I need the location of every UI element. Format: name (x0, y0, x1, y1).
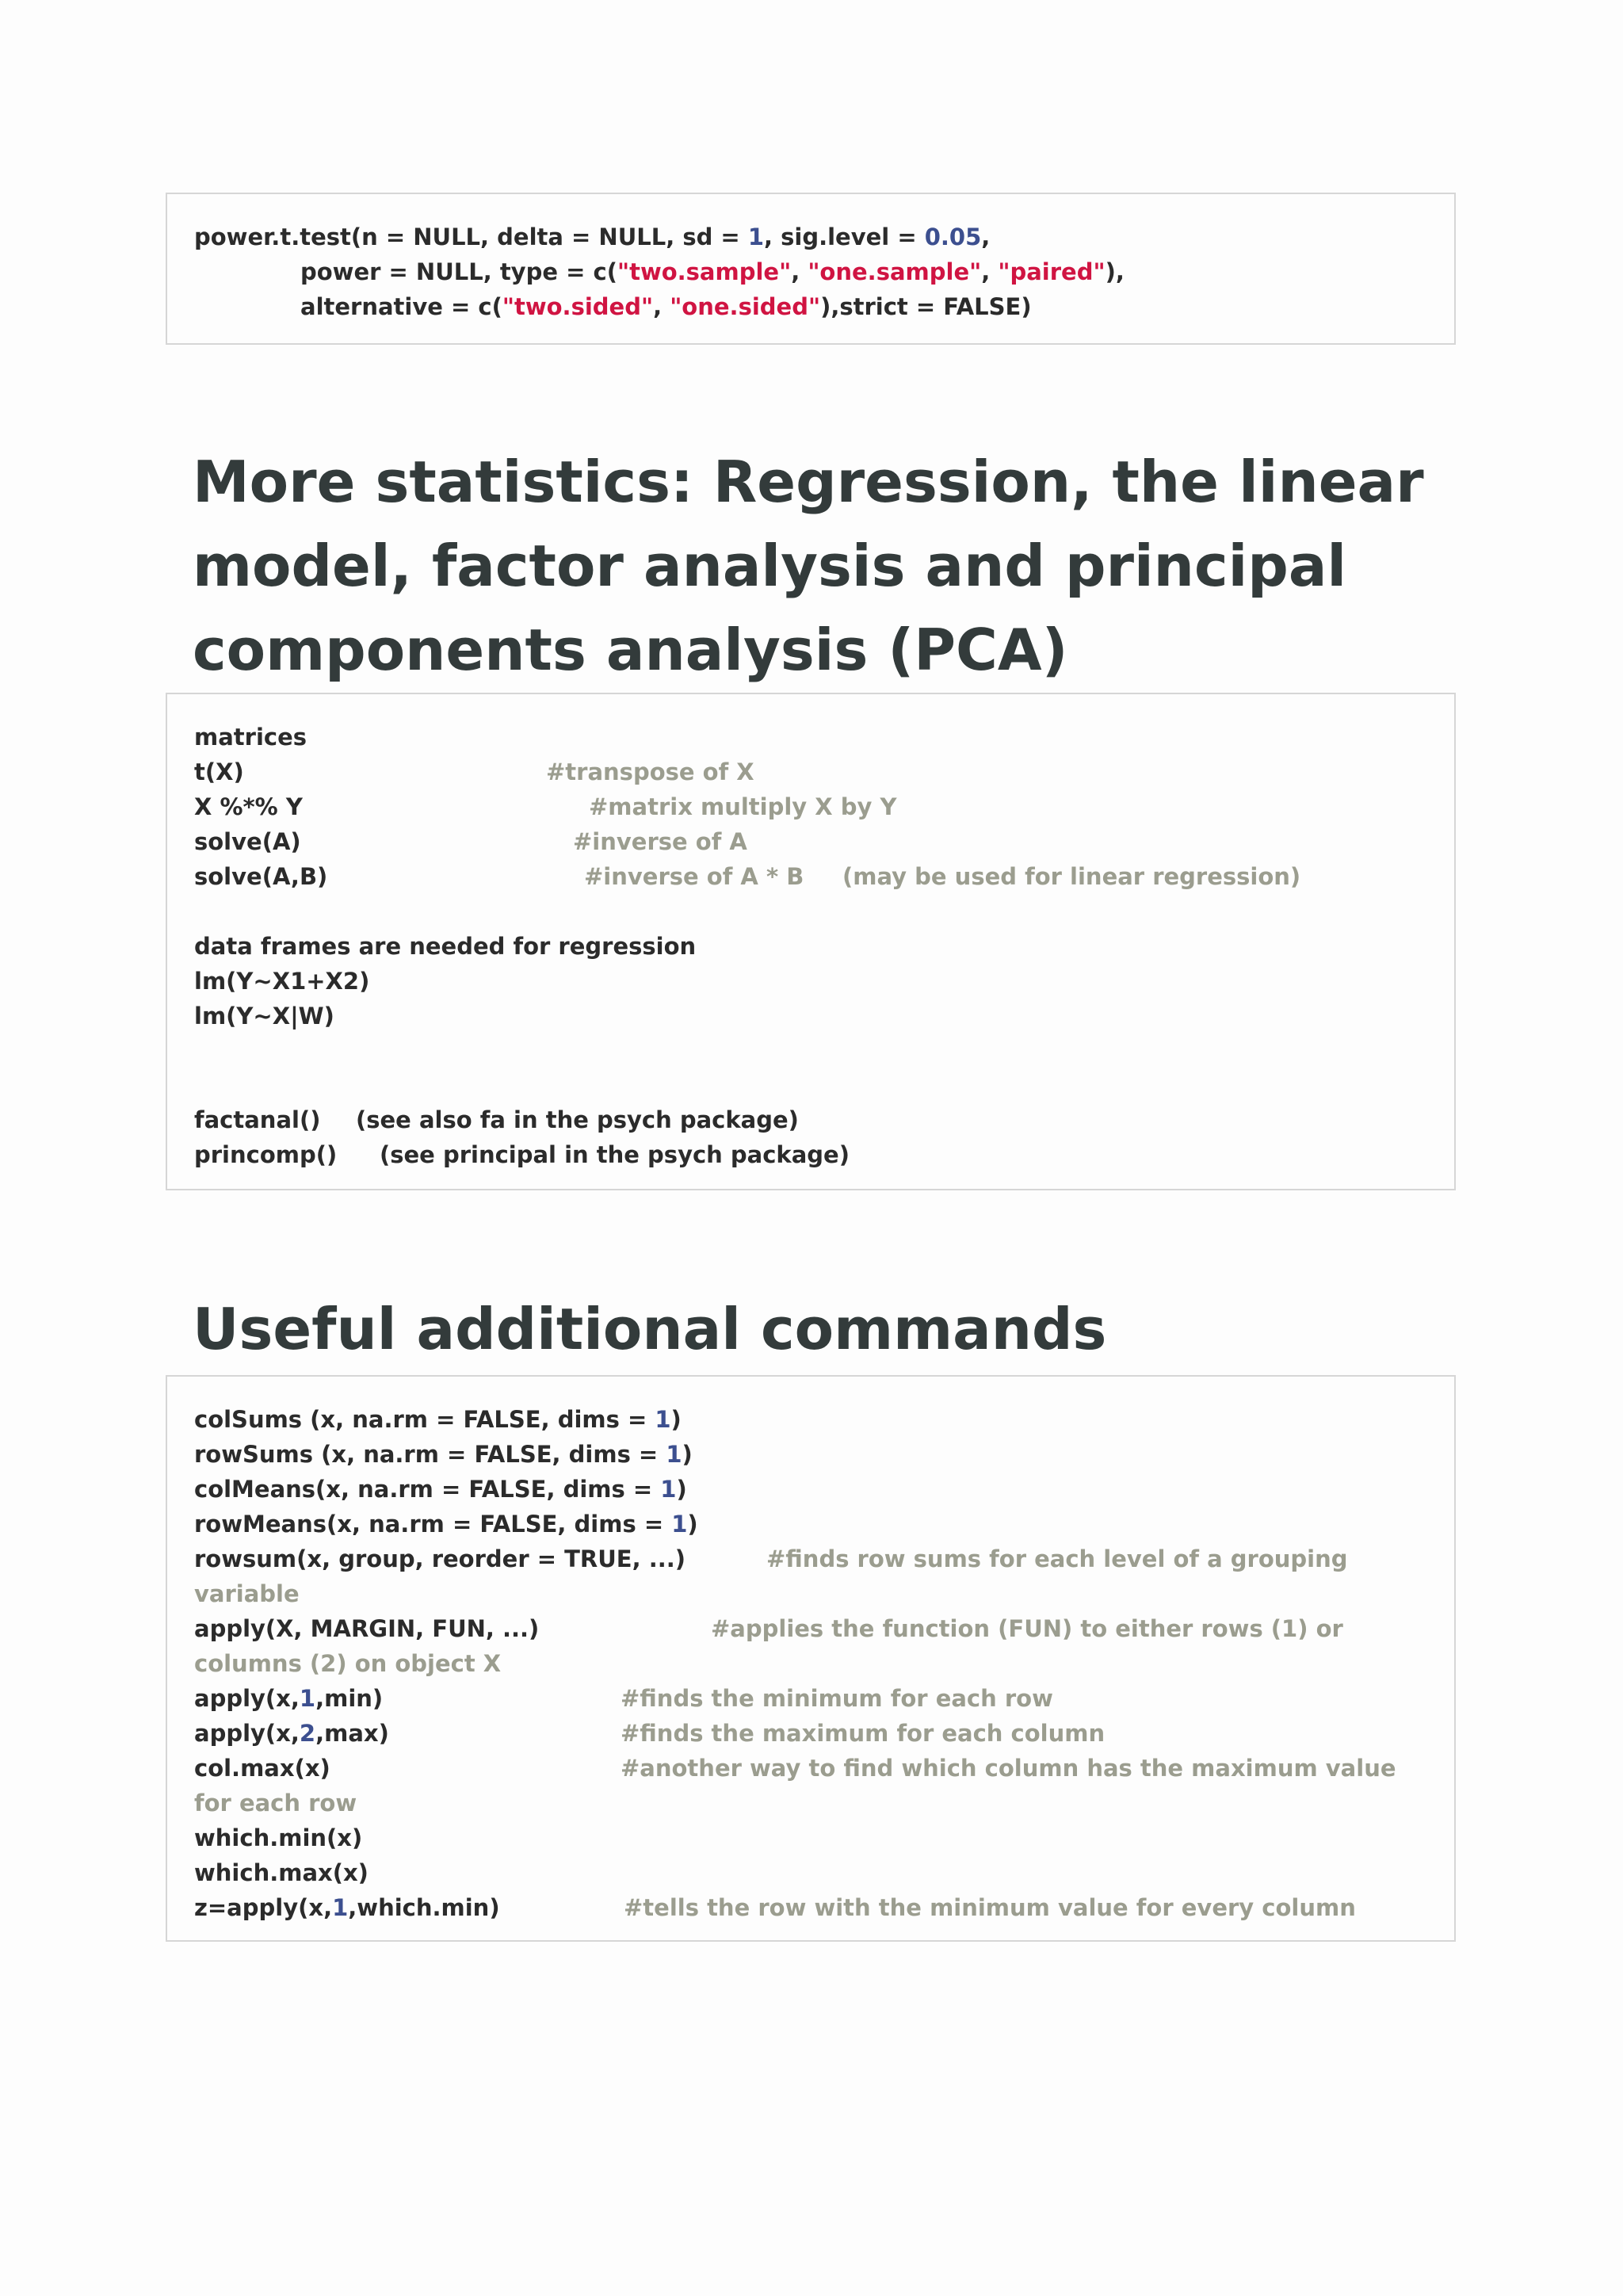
power-test-code-box (166, 193, 1456, 345)
code-comment: #applies the function (FUN) to either rows (1) or (711, 1615, 1343, 1642)
code-line: X %*% Y (194, 793, 303, 820)
section-heading-useful-commands: Useful additional commands (193, 1296, 1107, 1362)
code-line: apply(x,1,min) (194, 1685, 384, 1712)
code-line: colSums (x, na.rm = FALSE, dims = 1) (194, 1406, 682, 1433)
code-line: solve(A,B) (194, 863, 328, 890)
code-comment: for each row (194, 1790, 357, 1817)
code-line: solve(A) (194, 828, 301, 855)
code-line: lm(Y~X|W) (194, 1003, 334, 1030)
code-comment: #finds the minimum for each row (621, 1685, 1053, 1712)
code-comment: columns (2) on object X (194, 1650, 502, 1677)
code-comment: (may be used for linear regression) (842, 863, 1301, 890)
code-line: colMeans(x, na.rm = FALSE, dims = 1) (194, 1476, 687, 1503)
code-line: rowsum(x, group, reorder = TRUE, ...) (194, 1545, 686, 1572)
code-line: z=apply(x,1,which.min) (194, 1894, 500, 1921)
code-comment: #another way to find which column has the maximum value (621, 1755, 1396, 1782)
code-comment: #tells the row with the minimum value for every column (624, 1894, 1356, 1921)
code-line: princomp() (194, 1141, 338, 1168)
commands-code-box (166, 1375, 1456, 1942)
code-line: apply(X, MARGIN, FUN, ...) (194, 1615, 540, 1642)
code-line: which.max(x) (194, 1859, 369, 1886)
code-line: matrices (194, 724, 307, 751)
code-line: (see also fa in the psych package) (356, 1106, 799, 1133)
code-comment: #finds the maximum for each column (621, 1720, 1106, 1747)
code-line: rowMeans(x, na.rm = FALSE, dims = 1) (194, 1511, 698, 1538)
code-comment: #transpose of X (546, 758, 754, 785)
code-line: alternative = c("two.sided", "one.sided"),strict = FALSE) (300, 293, 1032, 320)
code-line: col.max(x) (194, 1755, 330, 1782)
code-line: factanal() (194, 1106, 321, 1133)
code-line: (see principal in the psych package) (380, 1141, 850, 1168)
code-line: which.min(x) (194, 1824, 363, 1851)
code-comment: #inverse of A * B (584, 863, 804, 890)
code-line: apply(x,2,max) (194, 1720, 389, 1747)
regression-code-box (166, 693, 1456, 1190)
code-line: t(X) (194, 758, 244, 785)
code-line: rowSums (x, na.rm = FALSE, dims = 1) (194, 1441, 693, 1468)
code-comment: #finds row sums for each level of a grouping (766, 1545, 1348, 1572)
code-comment: #matrix multiply X by Y (589, 793, 897, 820)
code-line: data frames are needed for regression (194, 933, 697, 960)
code-line: lm(Y~X1+X2) (194, 968, 370, 995)
code-line: power = NULL, type = c("two.sample", "one.sample", "paired"), (300, 258, 1125, 285)
section-heading-more-statistics: More statistics: Regression, the linear model, factor analysis and principal components analysis (PCA) (193, 449, 1424, 683)
code-comment: #inverse of A (573, 828, 747, 855)
code-line: power.t.test(n = NULL, delta = NULL, sd = 1, sig.level = 0.05, (194, 223, 991, 250)
code-comment: variable (194, 1580, 300, 1607)
